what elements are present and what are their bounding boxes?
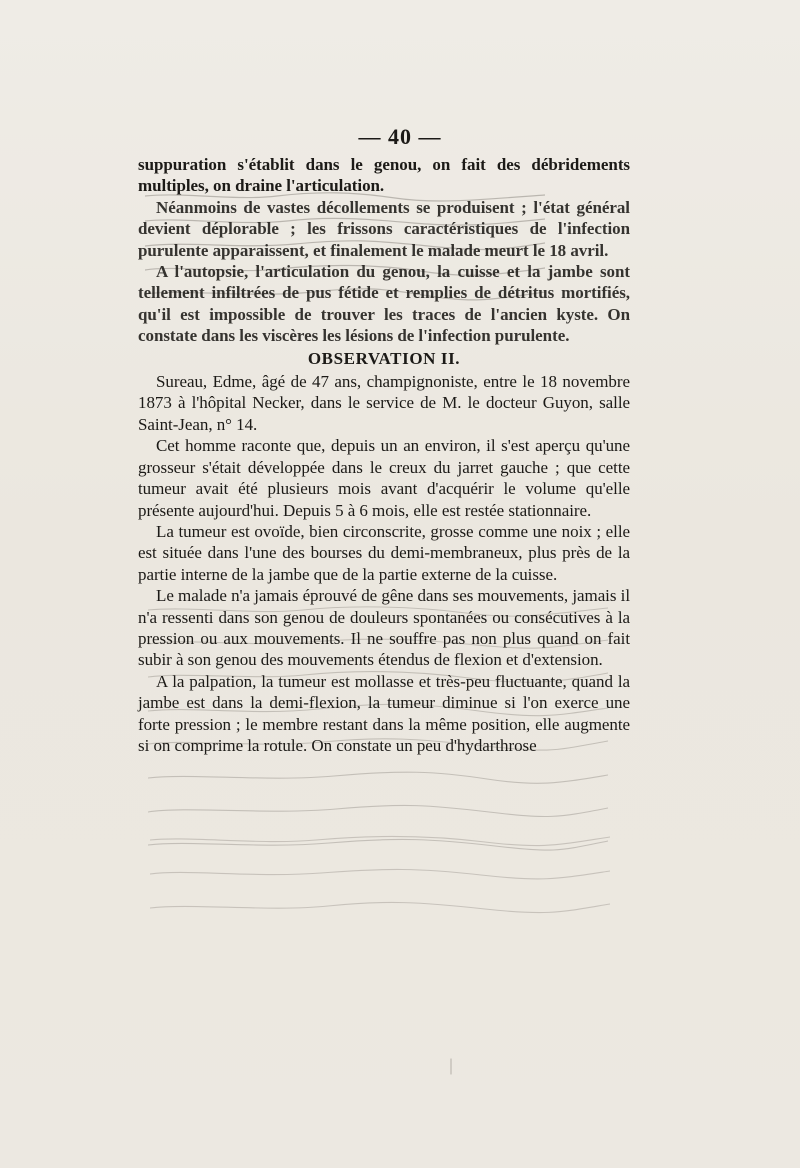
page-number: — 40 —	[358, 124, 442, 149]
body-text	[138, 154, 630, 756]
observation-heading: OBSERVATION II.	[307, 348, 461, 368]
paragraph-3: A l'autopsie, l'articulation du genou, la cuisse et la jambe sont tellement infiltrées de pus fétide et remplies de détritus mortifiés, qu'il est impossible de trouver les traces de l'ancien kyste. On constate dans les viscères les lésions de l'infection purulente.	[138, 262, 630, 346]
paragraph-4: Sureau, Edme, âgé de 47 ans, champignoniste, entre le 18 novembre 1873 à l'hôpital Necker, dans le service de M. le docteur Guyon, salle Saint-Jean, n° 14.	[138, 372, 630, 434]
paper-mark	[446, 1058, 456, 1076]
paragraph-5: Cet homme raconte que, depuis un an environ, il s'est aperçu qu'une grosseur s'était développée dans le creux du jarret gauche ; que cette tumeur avait été plusieurs mois avant d'acquérir le volume qu'elle présente aujourd'hui. Depuis 5 à 6 mois, elle est restée stationnaire.	[138, 436, 630, 520]
paragraph-2: Néanmoins de vastes décollements se produisent ; l'état général devient déplorable ; les frissons caractéristiques de l'infection purulente apparaissent, et finalement le malade meurt le 18 avril.	[138, 197, 630, 260]
show-through-text	[150, 828, 610, 938]
paper-mark-icon	[446, 1058, 456, 1076]
paragraph-7: Le malade n'a jamais éprouvé de gêne dans ses mouvements, jamais il n'a ressenti dans son genou de douleurs spontanées ou consécutives à la pression ou aux mouvements. Il ne souffre pas non plus quand on fait subir à son genou des mouvements étendus de flexion et d'extension.	[138, 586, 630, 670]
paragraph-6: La tumeur est ovoïde, bien circonscrite, grosse comme une noix ; elle est située dans l'une des bourses du demi-membraneux, plus près de la partie interne de la jambe que de la partie externe de la cuisse.	[138, 521, 630, 584]
paragraph-8: A la palpation, la tumeur est mollasse et très-peu fluctuante, quand la jambe est dans la demi-flexion, la tumeur diminue si l'on exerce une forte pression ; le membre restant dans la même position, elle augmente si on comprime la rotule. On constate un peu d'hydarthrose	[138, 671, 630, 755]
show-through-text-graphic	[150, 828, 610, 938]
paragraph-1: suppuration s'établit dans le genou, on fait des débridements multiples, on draine l'articulation.	[138, 155, 630, 196]
